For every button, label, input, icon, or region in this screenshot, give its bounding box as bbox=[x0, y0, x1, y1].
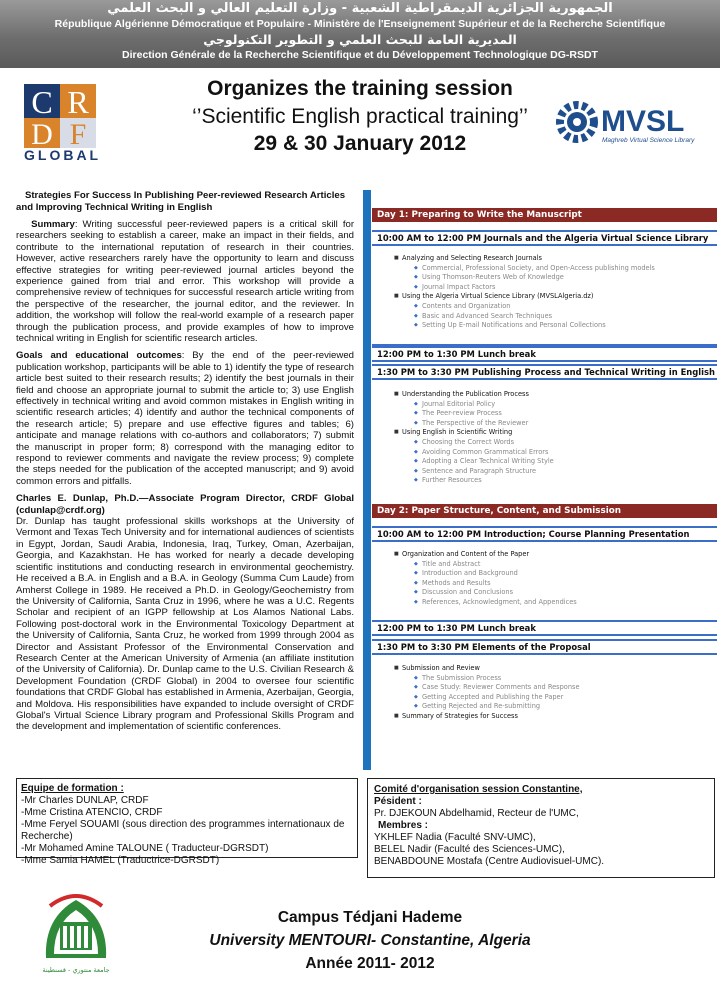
team-member: -Mr Charles DUNLAP, CRDF bbox=[21, 795, 149, 806]
schedule-subtopic: ◆ Contents and Organization bbox=[372, 302, 717, 312]
schedule-subtopic: ◆ Choosing the Correct Words bbox=[372, 438, 717, 448]
schedule-topic: ■ Analyzing and Selecting Research Journals bbox=[372, 254, 717, 264]
schedule-subtopic: ◆ Journal Editorial Policy bbox=[372, 400, 717, 410]
schedule-subtopic: ◆ Getting Rejected and Re-submitting bbox=[372, 702, 717, 712]
schedule-topic: ■ Understanding the Publication Process bbox=[372, 390, 717, 400]
crdf-letter-d: D bbox=[31, 118, 53, 151]
program-schedule bbox=[372, 196, 717, 773]
title-dates: 29 & 30 January 2012 bbox=[253, 132, 467, 155]
team-member: -Mme Feryel SOUAMI (sous direction des programmes internationaux de Recherche) bbox=[21, 819, 345, 842]
training-team-box bbox=[16, 778, 358, 866]
schedule-subtopic: ◆ Further Resources bbox=[372, 476, 717, 486]
crdf-global-logo bbox=[22, 82, 152, 162]
team-member: -Mr Mohamed Amine TALOUNE ( Traducteur-DGRSDT) bbox=[21, 843, 269, 854]
summary-paragraph bbox=[16, 219, 354, 344]
emblem-caption: جامعة منتوري - قسنطينة bbox=[42, 966, 110, 974]
training-team-heading: Equipe de formation : bbox=[21, 783, 124, 794]
footer-year: Année 2011- 2012 bbox=[305, 955, 435, 972]
university-emblem-logo bbox=[36, 888, 116, 978]
summary-text: : Writing successful peer-reviewed papers is a critical skill for researchers seeking to establish a career, make an impact in their fields, and contribute to the international reputation of research in their countries. However, active researchers rarely have the opportunity to learn and discuss effective strategies for writing peer-reviewed journal articles beyond the experience gained from trial and error. This workshop will provide a comprehensive review of techniques for successful research article writing from the perspective of the researcher, the journal editor, and the reviewer. In addition, the workshop will follow the real-world example of a research paper through the publication process, and provide examples of how to improve technical writing in English for scientific research articles. bbox=[16, 218, 354, 344]
schedule-subtopic: ◆ Methods and Results bbox=[372, 579, 717, 589]
slot4-band: 10:00 AM to 12:00 PM Introduction; Course Planning Presentation bbox=[372, 526, 717, 542]
footer-block bbox=[160, 906, 580, 975]
schedule-subtopic: ◆ Basic and Advanced Search Techniques bbox=[372, 312, 717, 322]
schedule-subtopic: ◆ The Peer-review Process bbox=[372, 409, 717, 419]
slot4-items bbox=[372, 548, 717, 620]
schedule-topic: ■ Organization and Content of the Paper bbox=[372, 550, 717, 560]
footer-campus: Campus Tédjani Hademe bbox=[277, 909, 463, 926]
slot2-band: 12:00 PM to 1:30 PM Lunch break bbox=[372, 346, 717, 362]
schedule-subtopic: ◆ Introduction and Background bbox=[372, 569, 717, 579]
schedule-subtopic: ◆ Getting Accepted and Publishing the Paper bbox=[372, 693, 717, 703]
schedule-subtopic: ◆ Setting Up E-mail Notifications and Personal Collections bbox=[372, 321, 717, 331]
bio-heading: Charles E. Dunlap, Ph.D.—Associate Program Director, CRDF Global (cdunlap@crdf.org) bbox=[16, 493, 354, 516]
mvsl-logo bbox=[555, 96, 705, 150]
slot3-band: 1:30 PM to 3:30 PM Publishing Process and Technical Writing in English bbox=[372, 364, 717, 380]
crdf-letter-f: F bbox=[69, 118, 87, 151]
schedule-subtopic: ◆ References, Acknowledgment, and Appendices bbox=[372, 598, 717, 608]
committee-member: BENABDOUNE Mostafa (Centre Audiovisuel-UMC). bbox=[374, 856, 605, 867]
title-block bbox=[150, 76, 570, 157]
crdf-word-global: GLOBAL bbox=[24, 147, 102, 162]
schedule-topic: ■ Using the Algeria Virtual Science Library (MVSLAlgeria.dz) bbox=[372, 292, 717, 302]
title-organizes: Organizes the training session bbox=[207, 77, 513, 100]
slot1-band: 10:00 AM to 12:00 PM Journals and the Algeria Virtual Science Library bbox=[372, 230, 717, 246]
header-french-directorate: Direction Générale de la Recherche Scientifique et du Développement Technologique DG-RSDT bbox=[122, 49, 598, 61]
schedule-subtopic: ◆ The Submission Process bbox=[372, 674, 717, 684]
day2-band: Day 2: Paper Structure, Content, and Submission bbox=[372, 504, 717, 518]
schedule-subtopic: ◆ Commercial, Professional Society, and Open-Access publishing models bbox=[372, 264, 717, 274]
workshop-description bbox=[16, 190, 354, 773]
schedule-topic: ■ Summary of Strategies for Success bbox=[372, 712, 717, 722]
schedule-subtopic: ◆ Discussion and Conclusions bbox=[372, 588, 717, 598]
bio-text: Dr. Dunlap has taught professional skills workshops at the University of Vermont and Texas Tech University and for international audiences of scientists in Egypt, Jordan, Saudi Arabia, Indonesia, Iraq, Turkey, Oman, Azerbaijan, Georgia, and Kazakhstan. He has worked for nearly a decade developing scientific institutions and conducting research in environmental geochemistry. He received a B.A. in English and a B.A. in Geology (Summa Cum Laude) from Amherst College in 1989. He received a Ph.D. in Geology/Geochemistry from the University of California, Santa Cruz in 1996, where he was a U.C. Regents Scholar and recipient of an IGPP fellowship at Los Alamos National Labs. Following post-doctoral work in the Environmental Toxicology Department at the University of California, Santa Cruz, he worked from 1999 through 2004 as Director and Assistant Professor of the Environmental Conservation and Research Center at the American University of Armenia (an affiliate institution of the University of California). Dr. Dunlap came to the U.S. Civilian Research & Development Foundation (CRDF Global) in 2004 to oversee four scientific foundations that CRDF Global has established in Armenia, Azerbaijan, Georgia, and Moldova. His responsibilities have expanded to include oversight of CRDF Global's Virtual Science Library program and Professional Skills Program and the development and implementation of scientific conferences. bbox=[16, 516, 354, 733]
president-label: Pésident : bbox=[374, 796, 422, 807]
footer-university: University MENTOURI- Constantine, Algeria bbox=[209, 932, 531, 949]
schedule-subtopic: ◆ Avoiding Common Grammatical Errors bbox=[372, 448, 717, 458]
team-member: -Mme Cristina ATENCIO, CRDF bbox=[21, 807, 163, 818]
team-member: -Mme Samia HAMEL (Traductrice-DGRSDT) bbox=[21, 855, 220, 866]
goals-paragraph bbox=[16, 350, 354, 487]
slot3-items bbox=[372, 388, 717, 498]
committee-heading: Comité d'organisation session Constantine, bbox=[374, 784, 583, 795]
crdf-letter-c: C bbox=[31, 84, 53, 120]
summary-label: Summary bbox=[31, 218, 75, 230]
header-french-ministry: République Algérienne Démocratique et Populaire - Ministère de l'Enseignement Supérieur et de la Recherche Scientifique bbox=[54, 18, 666, 30]
organizing-committee-box bbox=[367, 778, 715, 878]
column-divider bbox=[363, 190, 371, 770]
slot1-items bbox=[372, 252, 717, 346]
crdf-letter-r: R bbox=[67, 84, 89, 120]
title-session-name: ‘’Scientific English practical training’’ bbox=[192, 105, 528, 128]
header-arabic-directorate: المديرية العامة للبحث العلمي و التطوير التكنولوجي bbox=[203, 32, 517, 47]
schedule-subtopic: ◆ The Perspective of the Reviewer bbox=[372, 419, 717, 429]
schedule-subtopic: ◆ Journal Impact Factors bbox=[372, 283, 717, 293]
schedule-subtopic: ◆ Sentence and Paragraph Structure bbox=[372, 467, 717, 477]
president-name: Pr. DJEKOUN Abdelhamid, Recteur de l'UMC, bbox=[374, 808, 579, 819]
schedule-subtopic: ◆ Using Thomson-Reuters Web of Knowledge bbox=[372, 273, 717, 283]
slot5-band: 12:00 PM to 1:30 PM Lunch break bbox=[372, 620, 717, 636]
committee-member: YKHLEF Nadia (Faculté SNV-UMC), bbox=[374, 832, 536, 843]
goals-label: Goals and educational outcomes bbox=[16, 350, 182, 362]
day1-band: Day 1: Preparing to Write the Manuscript bbox=[372, 208, 717, 222]
mvsl-gear-icon bbox=[560, 105, 594, 139]
committee-member: BELEL Nadir (Faculté des Sciences-UMC), bbox=[374, 844, 565, 855]
members-label: Membres : bbox=[378, 820, 429, 831]
workshop-heading-1: Strategies For Success In Publishing Peer-reviewed Research Articles bbox=[24, 190, 346, 201]
schedule-subtopic: ◆ Adopting a Clear Technical Writing Style bbox=[372, 457, 717, 467]
slot6-items bbox=[372, 662, 717, 732]
mvsl-name: MVSL bbox=[601, 105, 685, 138]
schedule-topic: ■ Using English in Scientific Writing bbox=[372, 428, 717, 438]
header-banner bbox=[0, 0, 720, 68]
mvsl-subtitle: Maghreb Virtual Science Library bbox=[602, 137, 695, 144]
schedule-topic: ■ Submission and Review bbox=[372, 664, 717, 674]
header-arabic-ministry: الجمهورية الجزائرية الديمقراطية الشعبية - وزارة التعليم العالي و البحث العلمي bbox=[107, 1, 613, 16]
goals-text: : By the end of the peer-reviewed publication workshop, participants will be able to 1) identify the type of research article best suited to their research results; 2) identify the best journals in their field and choose an appropriate journal to submit the article to; 3) use English effectively in technical writing and avoid common mistakes in English writing in scientific research articles; 4) identify and author the technical components of the research article; 5) prepare and use effective figures and tables; 6) anticipate and manage relations with co-authors and collaborators; 7) submit the manuscript in proper form; 8) correspond with the managing editor to respond to reviewer comments and navigate the review process; 9) complete the steps needed for the publication of the accepted manuscript; and 9) avoid common errors and pitfalls. bbox=[16, 350, 354, 487]
schedule-subtopic: ◆ Case Study: Reviewer Comments and Response bbox=[372, 683, 717, 693]
schedule-subtopic: ◆ Title and Abstract bbox=[372, 560, 717, 570]
slot6-band: 1:30 PM to 3:30 PM Elements of the Proposal bbox=[372, 639, 717, 655]
workshop-heading-2: and Improving Technical Writing in English bbox=[16, 201, 213, 213]
